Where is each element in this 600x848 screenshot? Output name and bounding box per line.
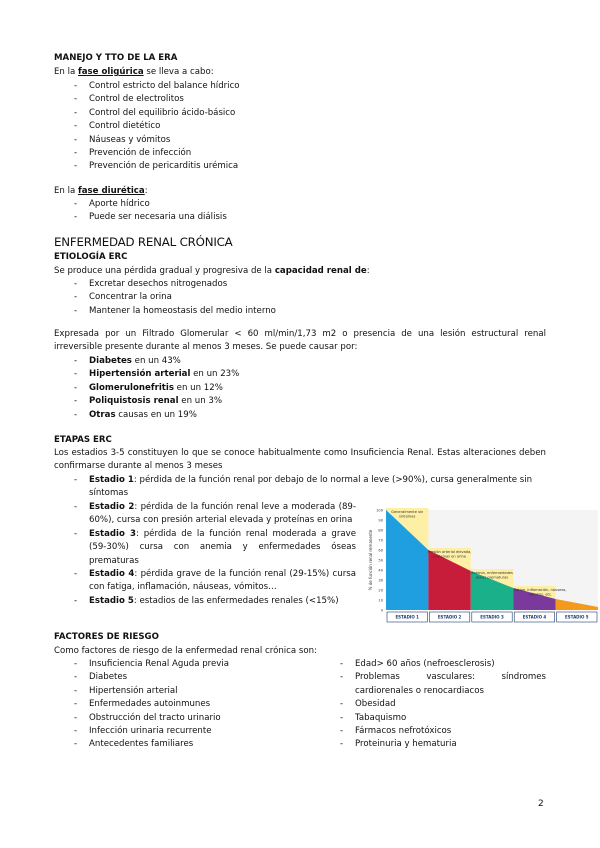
x-tick-label: ESTADIO 3 [480,614,504,620]
causes-list [54,355,454,422]
stage-label: Estadio 1 [89,475,134,485]
y-tick-label: 10 [378,598,383,603]
stage-label: Estadio 3 [89,528,136,539]
cause-item [54,382,454,395]
oliguric-intro-post: se lleva a cabo: [143,67,214,77]
page-number: 2 [538,799,544,809]
risk-item: - Hipertensión arterial [54,685,324,698]
list-item: - Mantener la homeostasis del medio interno [54,305,454,318]
risk-item: - Obesidad [320,698,546,711]
etiologia-title: ETIOLOGÍA ERC [54,252,128,262]
stage-label: Estadio 4 [89,569,135,580]
cause-item-text: en un 23% [190,369,240,380]
stage-description: : pérdida de la función renal leve a moderada (89-60%), cursa con presión arterial elevada y proteínas en orina [89,502,356,526]
diuretic-intro [54,185,148,198]
list-item: - Control dietético [54,120,354,133]
list-item: - Control del equilibrio ácido-básico [54,107,354,120]
stage-description: : pérdida de la función renal moderada a grave (59-30%) cursa con anemia y enfermedades óseas prematuras [89,528,356,566]
erc-stages-chart [366,500,600,626]
y-tick-label: 40 [378,568,383,573]
y-axis-label: % de función renal remanente [368,529,373,591]
list-item: - Control de electrolitos [54,93,354,106]
annotation-label: Generalmente sin [391,510,424,514]
annotation-label: Presión arterial elevada, [427,550,472,554]
oliguric-list [54,80,354,174]
y-tick-label: 50 [378,558,383,563]
stages-list [54,501,356,608]
cause-item-text: en un 12% [173,382,223,393]
cause-item-bold: Glomerulonefritis [89,382,174,393]
riesgo-left-list [54,658,324,752]
erc-intro-post: : [366,266,370,276]
stage-item [54,474,546,501]
list-item: - Prevención de infección [54,147,354,160]
cause-item-text: en un 3% [178,396,223,407]
riesgo-intro: Como factores de riesgo de la enfermedad renal crónica son: [54,646,317,656]
diuretic-list [54,198,354,225]
diuretic-term: fase diurética [78,186,145,196]
list-item: - Náuseas y vómitos [54,134,354,147]
y-tick-label: 90 [378,518,383,523]
x-tick-label: ESTADIO 1 [395,614,419,620]
erc-expresada: Expresada por un Filtrado Glomerular < 60 ml/min/1,73 m2 o presencia de una lesión estructural renal irreversible presente durante al menos 3 meses. Se puede causar por: [54,329,546,353]
cause-item-bold: Otras [89,409,116,420]
cause-item [54,409,454,422]
stage-1-list [54,474,546,501]
list-item: - Aporte hídrico [54,198,354,211]
erc-intro-pre: Se produce una pérdida gradual y progresiva de la [54,266,275,276]
risk-item: - Diabetes [54,671,324,684]
y-tick-label: 60 [378,548,383,553]
risk-item: - Tabaquismo [320,712,546,725]
stage-item [54,528,356,568]
list-item: - Prevención de pericarditis urémica [54,160,354,173]
risk-item: - Insuficiencia Renal Aguda previa [54,658,324,671]
stage-item [54,595,356,608]
oliguric-term: fase oligúrica [78,67,144,77]
x-tick-label: ESTADIO 5 [565,614,589,620]
list-item: - Excretar desechos nitrogenados [54,278,454,291]
functions-list [54,278,454,318]
cause-item [54,355,454,368]
stage-description: : estadios de las enfermedades renales (<15%) [133,595,339,606]
cause-item-text: en un 43% [131,356,181,366]
cause-item-bold: Hipertensión arterial [89,369,191,380]
stage-item [54,568,356,595]
cause-item [54,395,454,408]
y-tick-label: 70 [378,538,383,543]
annotation-label: Fatiga, inflamación, náuseas, [514,588,567,592]
stage-description: : pérdida de la función renal por debajo de lo normal a leve (>90%), cursa generalmente sin síntomas [89,475,533,499]
y-tick-label: 0 [380,608,383,613]
diuretic-intro-pre: En la [54,186,78,196]
stage-item [54,501,356,528]
annotation-label: óseas prematuras [475,575,509,580]
stage-label: Estadio 5 [89,595,134,606]
manejo-title: MANEJO Y TTO DE LA ERA [54,53,178,63]
list-item: - Control estricto del balance hídrico [54,80,354,93]
y-tick-label: 20 [378,588,383,593]
stage-label: Estadio 2 [89,502,135,512]
y-tick-label: 30 [378,578,383,583]
risk-item: - Edad> 60 años (nefroesclerosis) [320,658,546,671]
risk-item: - Problemas vasculares: síndromes cardiorenales o renocardiacos [320,671,546,698]
oliguric-intro [54,66,214,79]
list-item: - Puede ser necesaria una diálisis [54,211,354,224]
risk-item: - Antecedentes familiares [54,738,324,751]
cause-item-bold: Diabetes [89,356,132,366]
risk-item: - Obstrucción del tracto urinario [54,712,324,725]
annotation-label: proteínas en orina [433,554,466,559]
cause-item [54,368,454,381]
erc-intro-bold: capacidad renal de [274,266,367,276]
etapas-title: ETAPAS ERC [54,435,112,445]
oliguric-intro-pre: En la [54,67,78,77]
annotation-label: Anemia, enfermedades [471,571,513,575]
etapas-intro: Los estadios 3-5 constituyen lo que se conoce habitualmente como Insuficiencia Renal. Estas alteraciones deben confirmarse durante al menos 3 meses [54,448,546,472]
y-tick-label: 80 [378,528,383,533]
cause-item-bold: Poliquistosis renal [89,396,179,407]
y-tick-label: 100 [376,508,383,513]
cause-item-text: causas en un 19% [115,409,197,420]
riesgo-right-list [320,658,546,752]
list-item: - Concentrar la orina [54,291,454,304]
x-tick-label: ESTADIO 2 [437,614,462,620]
risk-item: - Fármacos nefrotóxicos [320,725,546,738]
erc-title: ENFERMEDAD RENAL CRÓNICA [54,235,233,249]
annotation-label: síntomas [399,514,416,519]
riesgo-title: FACTORES DE RIESGO [54,632,159,642]
erc-intro [54,265,370,278]
risk-item: - Enfermedades autoinmunes [54,698,324,711]
stage-description: : pérdida grave de la función renal (29-15%) cursa con fatiga, inflamación, náuseas, vómitos… [89,569,357,593]
annotation-label: vómitos, etc. [528,592,553,597]
risk-item: - Infección urinaria recurrente [54,725,324,738]
diuretic-intro-post: : [144,186,148,196]
risk-item: - Proteinuria y hematuria [320,738,546,751]
x-tick-label: ESTADIO 4 [522,614,547,620]
